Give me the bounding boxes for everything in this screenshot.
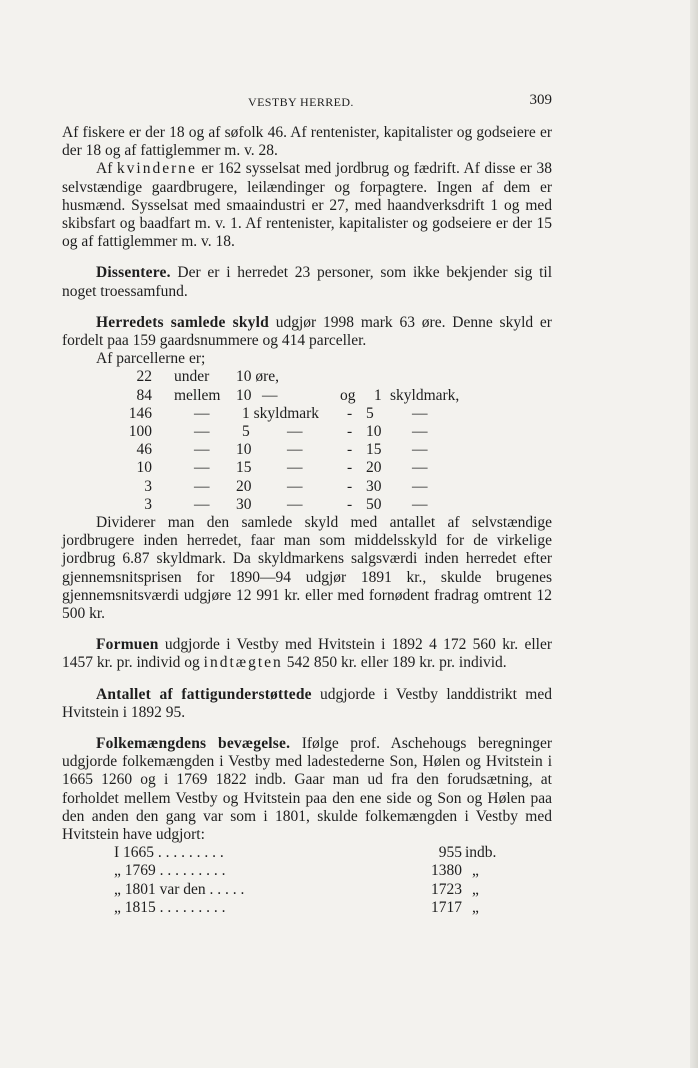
parcel-relation: —	[194, 423, 210, 440]
parcel-unit: —	[412, 459, 428, 477]
parcel-ditto: —	[262, 386, 278, 404]
parcel-unit: —	[412, 477, 428, 495]
parcel-from: 10	[236, 441, 252, 459]
folk-heading: Folkemængdens bevægelse.	[96, 734, 291, 752]
parcel-relation: —	[194, 459, 210, 477]
population-year: „ 1815 . . . . . . . . .	[114, 898, 226, 916]
formuen-heading: Formuen	[96, 636, 159, 654]
antallet-body: udgjorde i Vestby landdistrikt med Hvitstein i 1892 95.	[62, 685, 552, 721]
parcel-ditto: —	[287, 459, 303, 477]
skyld-body: udgjør 1998 mark 63 øre. Denne skyld er fordelt paa 159 gaardsnummere og 414 parceller.	[62, 313, 552, 350]
population-value: 1717	[431, 898, 462, 916]
parcel-ditto: —	[287, 495, 303, 513]
population-value: 955	[438, 844, 462, 862]
population-year: „ 1801 var den . . . . .	[114, 880, 245, 898]
page-number: 309	[529, 92, 552, 108]
parcel-from: 1 skyldmark	[242, 404, 320, 422]
parcel-to: 30	[366, 477, 382, 495]
paragraph-antallet	[62, 686, 552, 722]
parcel-row	[62, 423, 552, 441]
parcel-row	[62, 478, 552, 496]
paragraph-fiskere: Af fiskere er der 18 og af søfolk 46. Af rentenister, kapitalister og godseiere er der 18 og af fattiglemmer m. v. 28.	[62, 124, 552, 160]
parcel-ditto: —	[287, 441, 303, 459]
parcel-from: 10	[236, 386, 252, 404]
population-row	[62, 899, 552, 917]
parcel-relation: —	[194, 495, 210, 513]
formuen-tail: 542 850 kr. eller 189 kr. pr. individ.	[282, 654, 507, 672]
skyld-heading: Herredets samlede skyld	[96, 313, 269, 331]
population-unit: „	[472, 898, 479, 916]
paragraph-skyld	[62, 314, 552, 350]
population-year: „ 1769 . . . . . . . . .	[114, 862, 226, 880]
parcel-row	[62, 368, 552, 386]
page-edge	[690, 0, 698, 1068]
kvinderne-emphasis: kvinderne	[116, 160, 197, 178]
parcel-unit: —	[412, 441, 428, 459]
population-value: 1723	[431, 880, 462, 898]
population-unit: „	[472, 862, 479, 880]
parcel-unit: —	[412, 495, 428, 513]
parcel-relation: —	[194, 477, 210, 495]
parcel-count: 3	[144, 477, 152, 495]
paragraph-folkemaengdens	[62, 735, 552, 844]
population-table	[62, 844, 552, 917]
parcel-og: og	[340, 386, 356, 404]
parcel-row	[62, 405, 552, 423]
parcel-row	[62, 496, 552, 514]
parcel-count: 22	[136, 368, 152, 386]
paragraph-dissentere	[62, 264, 552, 300]
parcel-from: 20	[236, 477, 252, 495]
antallet-heading: Antallet af fattigunderstøttede	[96, 685, 312, 703]
parcel-count: 3	[144, 495, 152, 513]
parcel-dash: -	[347, 477, 353, 495]
parcel-count: 100	[128, 423, 152, 440]
kvinderne-lead: Af	[96, 160, 117, 178]
paragraph-formuen	[62, 636, 552, 672]
parcel-unit: skyldmark,	[390, 386, 460, 404]
paragraph-dividerer: Dividerer man den samlede skyld med antallet af selvstændige jordbrugere inden herredet, faar man som middelsskyld for de virkelige jordbrug 6.87 skyldmark. Da skyldmarkens salgsværdi inden herredet efter gjennemsnitsprisen for 1890—94 udgjør 1891 kr., skulde brugenes gjennemsnitsværdi udgjøre 12 991 kr. eller med fornødent fradrag omtrent 12 500 kr.	[62, 513, 552, 622]
population-row	[62, 862, 552, 880]
parcel-to: 50	[366, 495, 382, 513]
population-year: I 1665 . . . . . . . . .	[114, 844, 224, 862]
population-unit: indb.	[465, 844, 497, 862]
parcel-table	[62, 368, 552, 514]
parcel-dash: -	[347, 459, 353, 477]
population-unit: „	[472, 880, 479, 898]
parcel-dash: -	[347, 495, 353, 513]
formuen-body: udgjorde i Vestby med Hvitstein i 1892 4 172 560 kr. eller 1457 kr. pr. individ og	[62, 636, 552, 672]
parcel-dash: -	[347, 423, 353, 440]
population-value: 1380	[431, 862, 462, 880]
parcel-unit: —	[412, 404, 428, 422]
parcel-count: 46	[136, 441, 152, 459]
parcel-intro: Af parcellerne er;	[96, 350, 206, 368]
parcel-from: 5	[242, 423, 250, 440]
paragraph-kvinderne	[62, 160, 552, 251]
population-row	[62, 844, 552, 862]
parcel-to: 5	[366, 404, 374, 422]
parcel-relation: under	[174, 368, 210, 386]
parcel-row	[62, 459, 552, 477]
parcel-dash: -	[347, 441, 353, 459]
running-title: VESTBY HERRED.	[248, 95, 354, 109]
parcel-from: 30	[236, 495, 252, 513]
parcel-to: 15	[366, 441, 382, 459]
parcel-ditto: —	[287, 477, 303, 495]
body-text	[62, 124, 552, 917]
parcel-unit: —	[412, 423, 428, 440]
parcel-to: 20	[366, 459, 382, 477]
parcel-dash: -	[347, 404, 353, 422]
parcel-relation: —	[194, 441, 210, 459]
parcel-count: 146	[128, 404, 152, 422]
parcel-count: 10	[136, 459, 152, 477]
parcel-relation: —	[194, 404, 210, 422]
parcel-count: 84	[136, 386, 152, 404]
formuen-emphasis: indtægten	[203, 654, 283, 672]
dissentere-body: Der er i herredet 23 personer, som ikke bekjender sig til noget troessamfund.	[62, 264, 552, 300]
parcel-from: 15	[236, 459, 252, 477]
population-row	[62, 881, 552, 899]
folk-body: Ifølge prof. Aschehougs beregninger udgjorde folkemængden i Vestby med ladestederne Son, Hølen og Hvitstein i 1665 1260 og i 1769 1822 indb. Gaar man ud fra den forudsætning, at forholdet mellem Vestby og Hvitstein paa den ene side og Son og Hølen paa den anden den gang var som i 1801, skulde folkemængden i Vestby med Hvitstein have udgjort:	[62, 734, 552, 843]
dissentere-heading: Dissentere.	[96, 264, 171, 282]
parcel-row	[62, 441, 552, 459]
parcel-from: 10 øre,	[236, 368, 280, 386]
parcel-to: 1	[374, 386, 382, 404]
kvinderne-body: er 162 sysselsat med jordbrug og fædrift. Af disse er 38 selvstændige gaardbrugere, leilændinger og forpagtere. Ingen af dem er husmænd. Sysselsat med smaaindustri er 27, med haandverksdrift 1 og med skibsfart og baadfart m. v. 1. Af rentenister, kapitalister og godseiere er der 15 og af fattiglemmer m. v. 18.	[62, 160, 553, 251]
parcel-ditto: —	[287, 423, 303, 440]
parcel-row	[62, 387, 552, 405]
parcel-to: 10	[366, 423, 382, 440]
parcel-relation: mellem	[174, 386, 221, 404]
page-header	[62, 92, 552, 114]
